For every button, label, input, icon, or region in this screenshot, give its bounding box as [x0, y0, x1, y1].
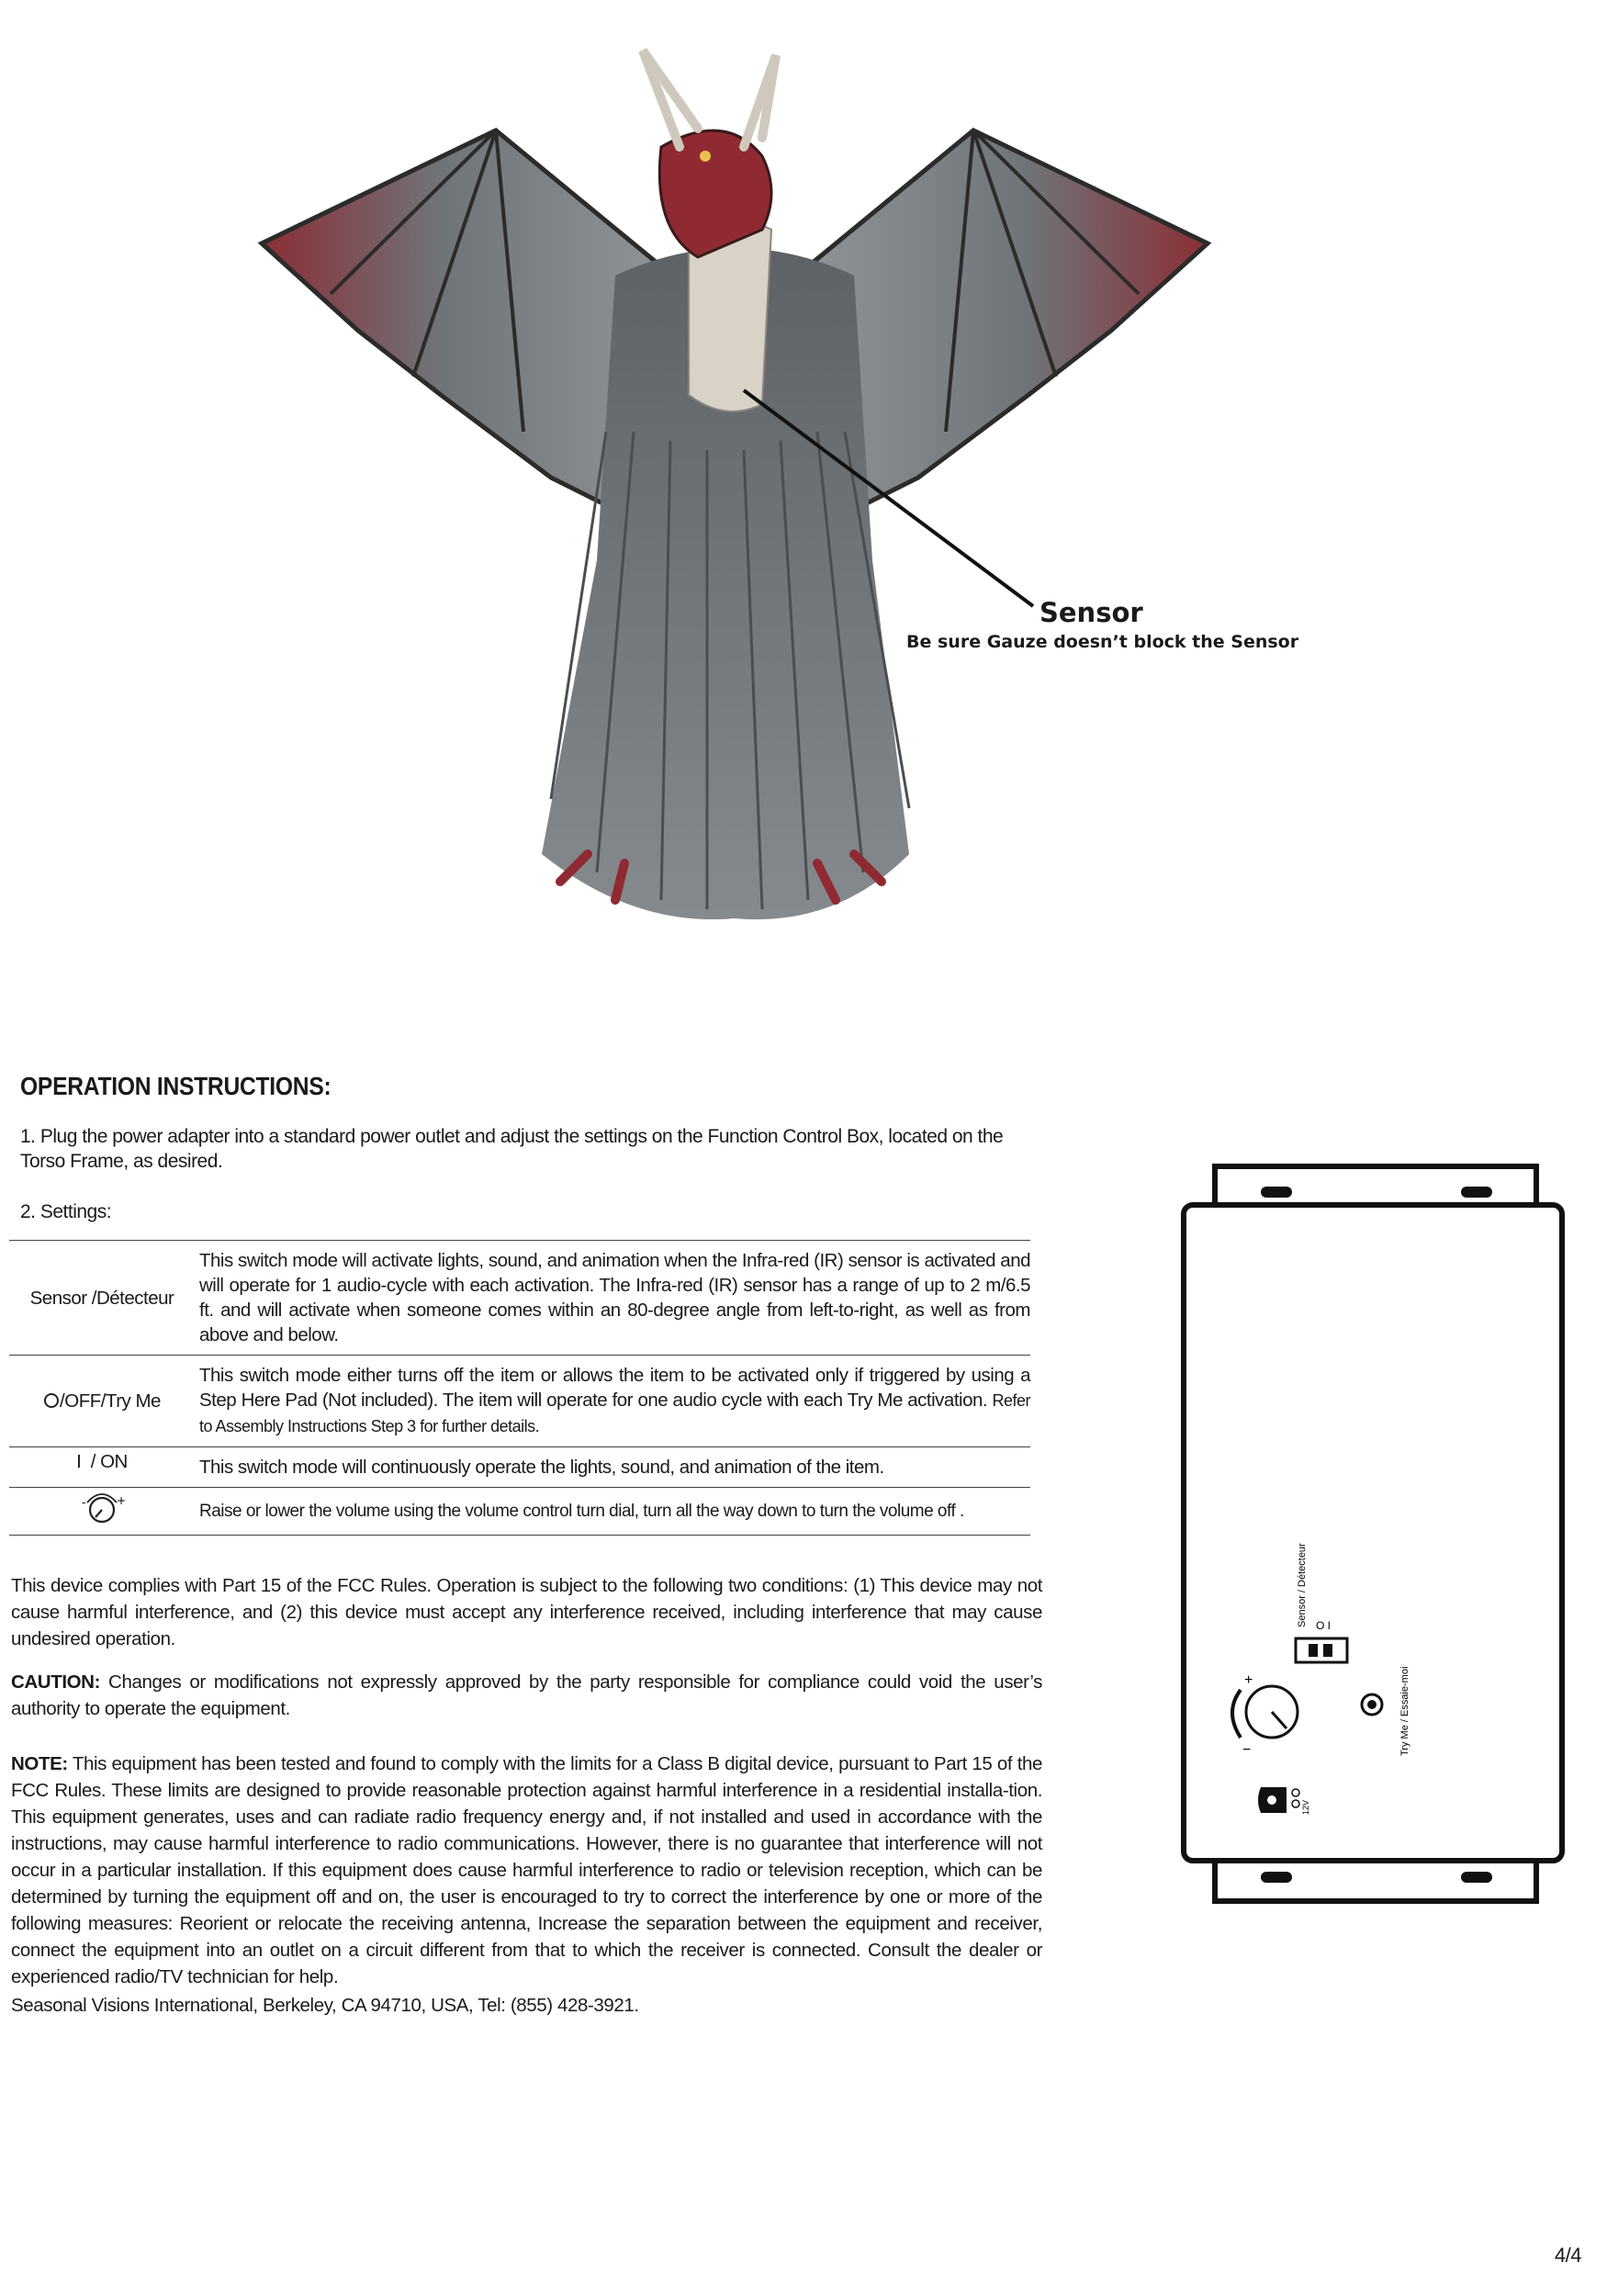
- operation-heading: OPERATION INSTRUCTIONS:: [20, 1072, 332, 1100]
- settings-description-cell: [195, 1356, 1030, 1447]
- settings-label: /OFF/Try Me: [60, 1390, 161, 1412]
- volume-dial-icon: [78, 1488, 126, 1528]
- note-paragraph: [11, 1750, 1042, 1990]
- settings-description: This switch mode will continuously operate the lights, sound, and animation of the item.: [199, 1457, 884, 1478]
- note-text: This equipment has been tested and found to comply with the limits for a Class B digital device, pursuant to Part 15 of the FCC Rules. These limits are designed to provide reasonable protection against harmful interference in a residential installa-tion. This equipment generates, uses and can radiate radio frequency energy and, if not installed and used in accordance with the instructions, may cause harmful interference to radio communications. However, there is no guarantee that interference will not occur in a particular installation. If this equipment does cause harmful interference to radio or television reception, which can be determined by turning the equipment off and on, the user is encouraged to try to correct the interference by one or more of the following measures: Reorient or relocate the receiving antenna, Increase the separation between the equipment and receiver, connect the equipment into an outlet on a circuit different from that to which the receiver is connected. Consult the dealer or experienced radio/TV technician for help.: [11, 1753, 1042, 1987]
- fcc-compliance-text: This device complies with Part 15 of the FCC Rules. Operation is subject to the following two conditions: (1) This device may not cause harmful interference, and (2) this device must accept any interference received, including interference that may cause undesired operation.: [11, 1575, 1042, 1649]
- dial-minus-label: −: [1242, 1742, 1252, 1758]
- settings-description-note: Refer to Assembly Instructions Step 3 for further details.: [199, 1391, 1030, 1435]
- sensor-callout-title: Sensor: [1039, 597, 1143, 628]
- switch-marks-label: O I: [1316, 1619, 1332, 1632]
- note-label: NOTE:: [11, 1753, 68, 1774]
- settings-label: I / ON: [76, 1451, 128, 1472]
- settings-label: Sensor /Détecteur: [29, 1287, 174, 1309]
- settings-label-cell: [9, 1488, 195, 1536]
- dial-plus-label: +: [1244, 1672, 1253, 1688]
- settings-row-volume: [9, 1488, 1030, 1536]
- settings-row-on: [9, 1447, 1030, 1488]
- svg-text:-: -: [82, 1496, 85, 1509]
- try-me-label: Try Me / Essaie-moi: [1399, 1666, 1410, 1756]
- step-1-text: 1. Plug the power adapter into a standard power outlet and adjust the settings on the Function Control Box, located on the Torso Frame, as desired.: [20, 1126, 1004, 1172]
- control-box-diagram: [1180, 1159, 1566, 1912]
- company-address: Seasonal Visions International, Berkeley, CA 94710, USA, Tel: (855) 428-3921.: [11, 1995, 639, 2016]
- caution-label: CAUTION:: [11, 1671, 101, 1693]
- svg-text:+: +: [117, 1494, 126, 1507]
- sensor-callout-note: Be sure Gauze doesn’t block the Sensor: [906, 632, 1299, 652]
- settings-label-cell: [9, 1356, 195, 1447]
- circle-off-icon: [43, 1392, 60, 1409]
- power-label: 12V: [1301, 1799, 1310, 1815]
- settings-row-off: [9, 1356, 1030, 1447]
- caution-text: Changes or modifications not expressly approved by the party responsible for compliance could void the user’s authority to operate the equipment.: [11, 1671, 1042, 1719]
- settings-description: This switch mode will activate lights, sound, and animation when the Infra-red (IR) sensor is activated and will operate for 1 audio-cycle with each activation. The Infra-red (IR) sensor has a range of up to 2 m/6.5 ft. and will activate when someone comes within an 80-degree angle from left-to-right, as well as from above and below.: [199, 1250, 1030, 1345]
- settings-row-sensor: [9, 1241, 1030, 1356]
- settings-description: Raise or lower the volume using the volume control turn dial, turn all the way down to turn the volume off .: [199, 1502, 964, 1521]
- step-2-text: 2. Settings:: [20, 1201, 112, 1222]
- settings-table: [9, 1240, 1030, 1536]
- page-number: 4/4: [1554, 2244, 1581, 2267]
- sensor-label: Sensor / Détecteur: [1297, 1543, 1308, 1627]
- caution-paragraph: [11, 1669, 1042, 1722]
- settings-description: This switch mode either turns off the item or allows the item to be activated only if triggered by using a Step Here Pad (Not included). The item will operate for one audio cycle with each Try Me activation.: [199, 1365, 1030, 1411]
- dragon-figure-image: [248, 46, 1221, 946]
